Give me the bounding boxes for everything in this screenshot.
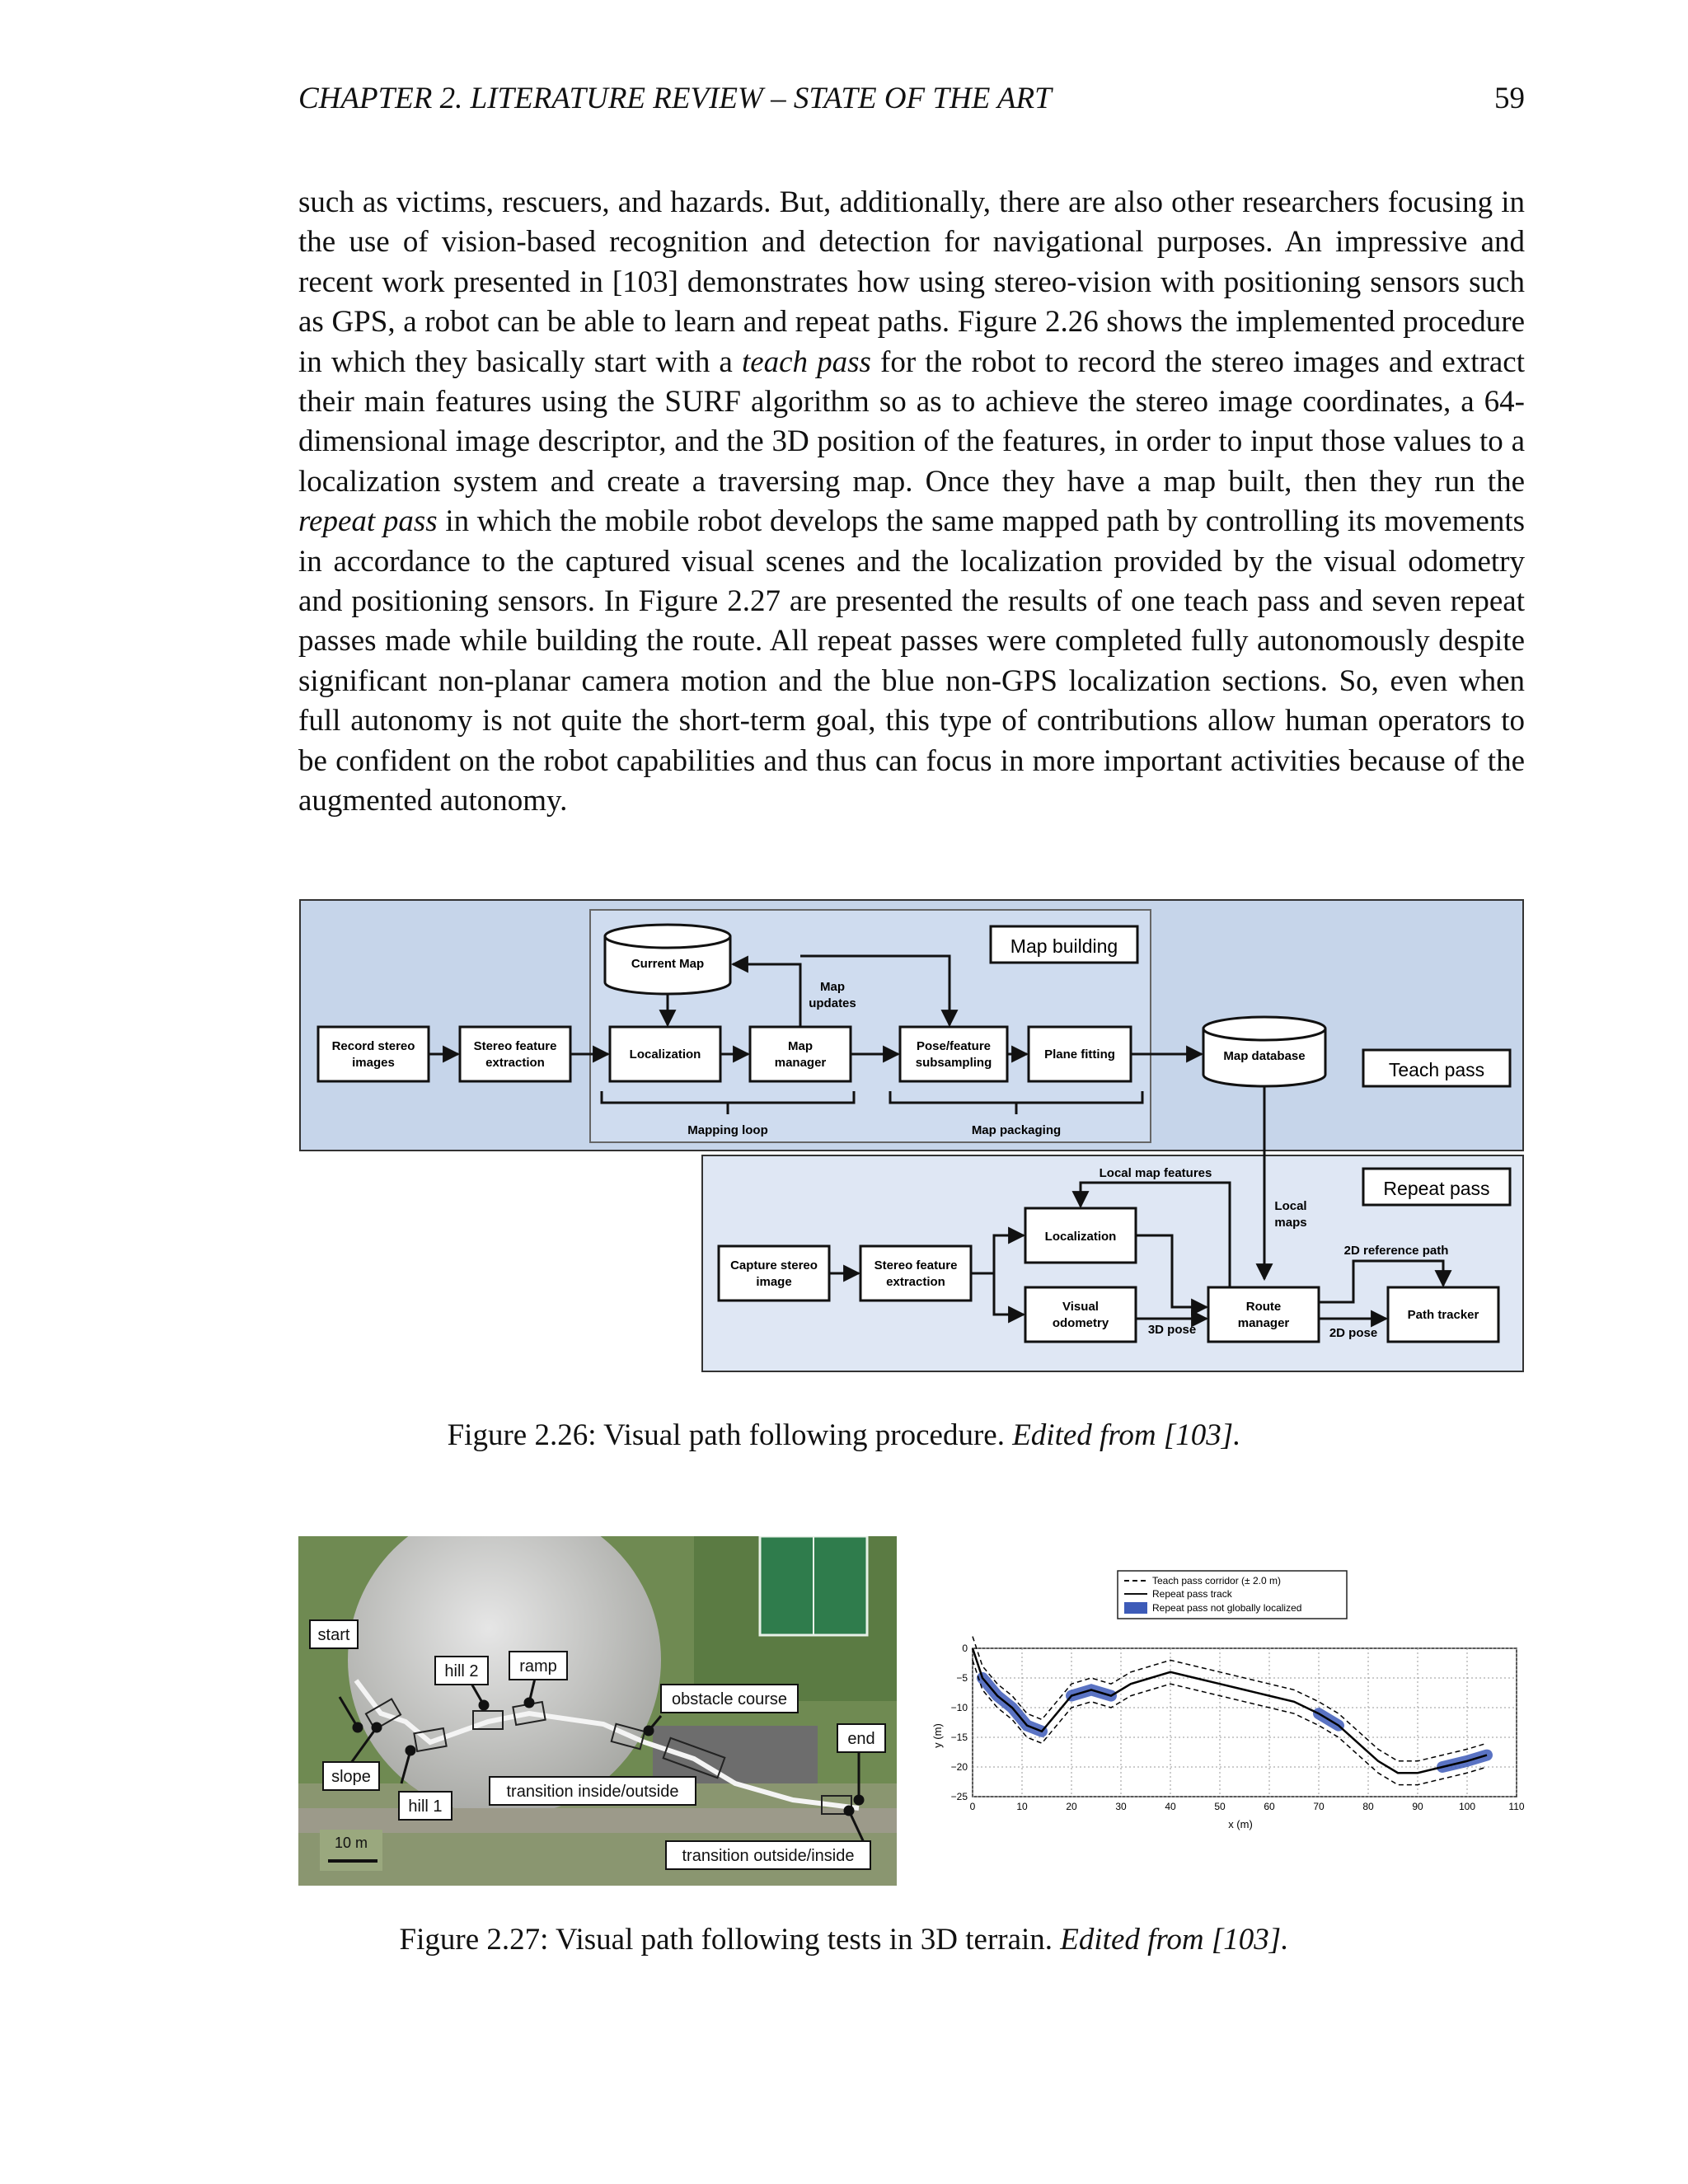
paragraph — [298, 183, 1525, 822]
legend-not-localized: Repeat pass not globally localized — [1152, 1602, 1302, 1614]
map-updates-label-2: updates — [809, 996, 856, 1010]
x-axis-label: x (m) — [1228, 1818, 1253, 1830]
text-run: such as victims, rescuers, and hazards. But, additionally, there are also other researchers focusing in the use of vision-based recognition and detection for navigational purposes. An impressive and recent work presented in [103] demonstrates how using stereo-vision with positioning sensors such as GPS, a robot can be able to learn and repeat paths. Figure 2.26 shows the implemented procedure in which they basically start with a — [298, 185, 1525, 379]
label-transition-outside-inside: transition outside/inside — [682, 1847, 855, 1865]
local-maps-label: Local — [1274, 1199, 1307, 1213]
plot-area — [951, 1637, 1525, 1812]
local-maps-label-line2: maps — [1274, 1216, 1307, 1230]
map-manager-box-line2: manager — [774, 1056, 827, 1070]
plane-fitting-box: Plane fitting — [1044, 1047, 1115, 1062]
repeat-stereo-feature-extraction-box: Stereo feature — [874, 1258, 958, 1272]
label-obstacle-course: obstacle course — [671, 1690, 788, 1708]
plot-frame — [973, 1648, 1517, 1797]
stereo-feature-extraction-box-line2: extraction — [485, 1056, 545, 1070]
caption-source: Edited from [103]. — [1012, 1418, 1241, 1452]
y-tick-label: −15 — [950, 1732, 968, 1743]
figure-2-27-aerial-map — [298, 1536, 897, 1886]
label-start: start — [317, 1626, 350, 1644]
figure-2-27-chart — [923, 1558, 1533, 1838]
current-map-label: Current Map — [631, 957, 705, 971]
pose-feature-subsampling-box-line2: subsampling — [915, 1056, 992, 1070]
caption-text: Figure 2.26: Visual path following procedure. — [447, 1418, 1013, 1452]
x-tick-label: 30 — [1115, 1801, 1127, 1812]
map-updates-label: Map — [820, 980, 845, 994]
term-teach-pass: teach pass — [741, 344, 871, 379]
term-repeat-pass: repeat pass — [298, 504, 438, 539]
text-run: for the robot to record the stereo images and extract their main features using the SURF algorithm so as to achieve the stereo image coordinates, a 64-dimensional image descriptor, and the 3D position of the features, in order to input those values to a localization system and create a traversing map. Once they have a map built, then they run the — [298, 344, 1525, 499]
visual-odometry-box: Visual — [1062, 1300, 1099, 1314]
figure-2-26-diagram — [298, 898, 1525, 1376]
x-tick-label: 10 — [1016, 1801, 1028, 1812]
body-paragraph — [298, 183, 1525, 822]
pose-3d-label: 3D pose — [1147, 1323, 1197, 1337]
localization-box: Localization — [629, 1047, 701, 1062]
repeat-stereo-feature-extraction-box-line2: extraction — [886, 1275, 945, 1289]
label-hill2: hill 2 — [444, 1662, 479, 1680]
caption-text: Figure 2.27: Visual path following tests in 3D terrain. — [399, 1923, 1061, 1957]
label-hill1: hill 1 — [408, 1797, 443, 1816]
y-tick-label: −25 — [950, 1791, 968, 1802]
record-stereo-images-box-line2: images — [352, 1056, 395, 1070]
route-manager-box-line2: manager — [1237, 1316, 1290, 1330]
local-map-features-label: Local map features — [1099, 1166, 1212, 1180]
capture-stereo-image-box: Capture stereo — [730, 1258, 818, 1272]
x-tick-label: 0 — [969, 1801, 976, 1812]
x-tick-label: 100 — [1458, 1801, 1476, 1812]
reference-path-label: 2D reference path — [1343, 1244, 1449, 1258]
pose-feature-subsampling-box: Pose/feature — [916, 1039, 992, 1053]
figure-2-27-caption — [0, 1922, 1688, 1957]
pose-2d-label: 2D pose — [1329, 1326, 1378, 1340]
x-tick-label: 70 — [1313, 1801, 1325, 1812]
visual-odometry-box-line2: odometry — [1052, 1316, 1109, 1330]
capture-stereo-image-box-line2: image — [756, 1275, 792, 1289]
map-building-label: Map building — [1010, 935, 1118, 957]
text-run: in which the mobile robot develops the same mapped path by controlling its movements in accordance to the captured visual scenes and the localization provided by the visual odometry and positioning sensors. In Figure 2.27 are presented the results of one teach pass and seven repeat passes made while building the route. All repeat passes were completed fully autonomously despite significant non-planar camera motion and the blue non-GPS localization sections. So, even when full autonomy is not quite the short-term goal, this type of contributions allow human operators to be confident on the robot capabilities and thus can focus in more important activities because of the augmented autonomy. — [298, 504, 1525, 818]
label-ramp: ramp — [519, 1657, 557, 1675]
repeat-pass-label: Repeat pass — [1383, 1178, 1490, 1199]
scale-bar-label: 10 m — [334, 1835, 368, 1851]
x-tick-label: 50 — [1214, 1801, 1226, 1812]
page-number: 59 — [1494, 82, 1525, 115]
y-tick-label: 0 — [962, 1643, 968, 1654]
chart-legend — [1118, 1571, 1347, 1619]
mapping-loop-label: Mapping loop — [687, 1123, 768, 1137]
chapter-title: CHAPTER 2. LITERATURE REVIEW – STATE OF THE ART — [298, 82, 1052, 115]
map-database-label: Map database — [1223, 1049, 1306, 1063]
label-end: end — [847, 1730, 875, 1748]
stereo-feature-extraction-box: Stereo feature — [473, 1039, 557, 1053]
x-tick-label: 80 — [1362, 1801, 1374, 1812]
repeat-localization-box: Localization — [1044, 1230, 1117, 1244]
route-manager-box: Route — [1245, 1300, 1282, 1314]
y-axis-label: y (m) — [931, 1723, 944, 1748]
y-tick-label: −10 — [950, 1702, 968, 1713]
map-packaging-label: Map packaging — [971, 1123, 1062, 1137]
x-tick-label: 90 — [1412, 1801, 1423, 1812]
legend-track: Repeat pass track — [1152, 1588, 1232, 1600]
y-tick-label: −20 — [950, 1761, 968, 1773]
running-head — [298, 81, 1525, 122]
x-tick-label: 20 — [1066, 1801, 1077, 1812]
figure-2-26-caption — [0, 1418, 1688, 1453]
teach-pass-label: Teach pass — [1388, 1059, 1485, 1080]
y-tick-label: −5 — [956, 1672, 968, 1684]
map-manager-box: Map — [788, 1039, 813, 1053]
path-tracker-box: Path tracker — [1407, 1308, 1479, 1322]
label-transition-inside-outside: transition inside/outside — [506, 1783, 679, 1801]
legend-corridor: Teach pass corridor (± 2.0 m) — [1152, 1575, 1281, 1586]
label-slope: slope — [331, 1768, 371, 1786]
record-stereo-images-box: Record stereo — [331, 1039, 415, 1053]
x-tick-label: 60 — [1264, 1801, 1275, 1812]
caption-source: Edited from [103]. — [1060, 1923, 1289, 1957]
x-tick-label: 40 — [1165, 1801, 1176, 1812]
x-tick-label: 110 — [1508, 1801, 1525, 1812]
